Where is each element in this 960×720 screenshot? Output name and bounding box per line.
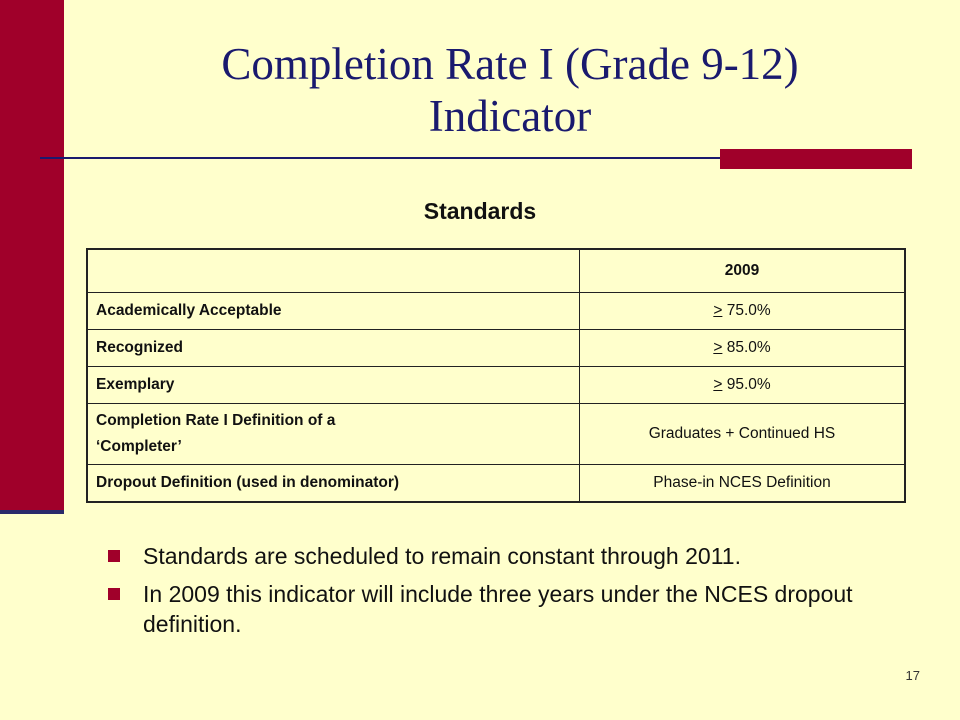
value-text: 95.0% [722,376,771,393]
square-bullet-icon [108,550,120,562]
header-year: 2009 [580,249,906,293]
bullet-item [108,541,898,571]
standards-table [86,248,906,503]
gte-symbol: > [713,302,723,319]
slide-title [110,38,910,142]
table-row [87,404,905,465]
bullet-list [108,541,898,647]
row-value [580,293,906,330]
table-row [87,465,905,503]
left-accent-bar [0,0,64,512]
bullet-text: Standards are scheduled to remain constant through 2011. [143,543,741,569]
table-row [87,367,905,404]
title-line-1: Completion Rate I (Grade 9-12) [221,39,799,89]
row-value: Phase-in NCES Definition [580,465,906,503]
page-number: 17 [905,668,920,683]
bullet-item [108,579,898,639]
value-text: 85.0% [722,339,771,356]
table-row [87,330,905,367]
row-label-line-2: ‘Completer’ [96,438,182,455]
row-value: Graduates + Continued HS [580,404,906,465]
row-label: Recognized [87,330,580,367]
gte-symbol: > [713,376,723,393]
left-accent-bar-shadow [0,510,64,514]
header-empty-cell [87,249,580,293]
title-line-2: Indicator [428,91,592,141]
square-bullet-icon [108,588,120,600]
value-text: 75.0% [722,302,771,319]
gte-symbol: > [713,339,723,356]
row-label-line-1: Completion Rate I Definition of a [96,412,336,429]
section-heading: Standards [423,198,537,224]
row-label: Exemplary [87,367,580,404]
table-header-row [87,249,905,293]
row-label [87,404,580,465]
row-label: Dropout Definition (used in denominator) [87,465,580,503]
title-accent-block [720,149,912,169]
row-value [580,367,906,404]
row-label: Academically Acceptable [87,293,580,330]
bullet-text: In 2009 this indicator will include three years under the NCES dropout definition. [143,581,853,637]
row-value [580,330,906,367]
table-row [87,293,905,330]
